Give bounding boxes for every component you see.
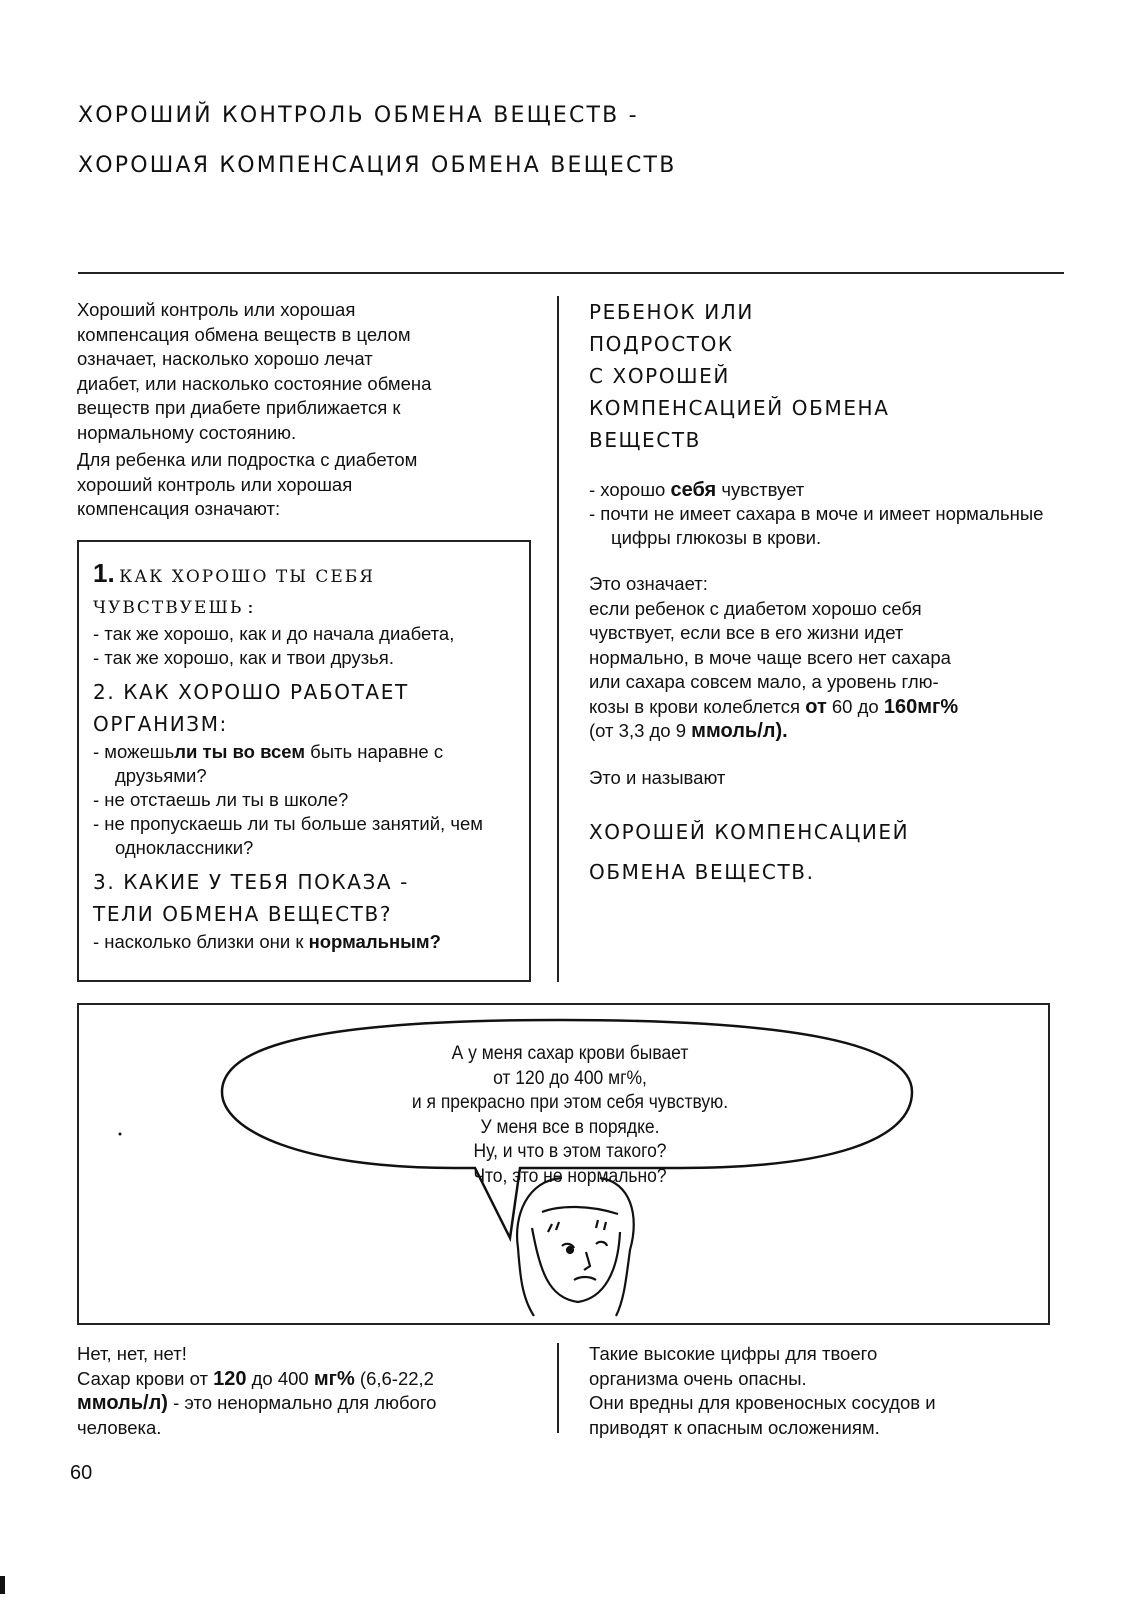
bottom-left-line-4: человека. [77,1416,162,1438]
intro-paragraph-2: Для ребенка или подростка с диабетом хороший контроль или хорошая компенсация означают: [77,449,418,519]
bottom-left-line-3: ммоль/л) - это ненормально для любого [77,1392,437,1414]
q2-item-3: - не пропускаешь ли ты больше занятий, чем одноклассники? [93,813,483,858]
page-title-line1: ХОРОШИЙ КОНТРОЛЬ ОБМЕНА ВЕЩЕСТВ - [78,103,639,128]
q2-title-1: 2. КАК ХОРОШО РАБОТАЕТ [93,680,409,704]
called-text: Это и называют [589,766,726,788]
right-heading-3: С ХОРОШЕЙ [589,364,730,388]
stray-dot [119,1133,122,1136]
bottom-left-line-2: Сахар крови от 120 до 400 мг% (6,6-22,2 [77,1367,434,1390]
speech-line-2: от 120 до 400 мг%, [493,1067,647,1089]
right-heading-2: ПОДРОСТОК [589,332,734,356]
q1-item-2: - так же хорошо, как и твои друзья. [93,647,394,668]
q1-item-1: - так же хорошо, как и до начала диабета, [93,623,455,644]
q3-item: - насколько близки они к нормальным? [93,931,441,952]
right-heading-5: ВЕЩЕСТВ [589,428,701,452]
q3-title-1: 3. КАКИЕ У ТЕБЯ ПОКАЗА - [93,870,409,894]
intro-paragraph: Хороший контроль или хорошая компенсация обмена веществ в целом означает, насколько хорошо лечат диабет, или насколько состояние обмена веществ при диабете приближается к нормальному состоянию. [77,299,432,443]
page-title-line2: ХОРОШАЯ КОМПЕНСАЦИЯ ОБМЕНА ВЕЩЕСТВ [78,153,677,178]
q1-title-2: ЧУВСТВУЕШЬ [93,598,244,618]
good-comp-1: ХОРОШЕЙ КОМПЕНСАЦИЕЙ [589,820,910,844]
q2-item-2: - не отстаешь ли ты в школе? [93,789,349,810]
bottom-divider [557,1343,559,1433]
speech-line-6: Что, это не нормально? [473,1165,667,1187]
right-item-2: - почти не имеет сахара в моче и имеет нормальные цифры глюкозы в крови. [589,503,1044,548]
speech-text [358,1042,781,1189]
right-item-1: - хорошо себя чувствует [589,479,805,501]
speech-line-1: А у меня сахар крови бывает [451,1043,689,1064]
scan-edge-mark [0,1576,5,1594]
q2-item-1: - можешьли ты во всем быть наравне с друзьями? [93,741,444,786]
q1-title-1: КАК ХОРОШО ТЫ СЕБЯ [119,567,375,587]
bottom-left-line-1: Нет, нет, нет! [77,1343,187,1364]
good-comp-2: ОБМЕНА ВЕЩЕСТВ. [589,860,815,884]
q1-number: 1. [93,558,115,588]
right-heading-4: КОМПЕНСАЦИЕЙ ОБМЕНА [589,396,890,420]
means-text: если ребенок с диабетом хорошо себя чувствует, если все в его жизни идет нормально, в моче чаще всего нет сахара или сахара совсем мало, а уровень глю- козы в крови колеблется от 60 до 160мг% (от 3,3 до 9 ммоль/л). [589,597,959,742]
speech-line-3: и я прекрасно при этом себя чувствую. [411,1092,729,1113]
right-heading-1: РЕБЕНОК ИЛИ [589,300,754,324]
q2-title-2: ОРГАНИЗМ: [93,712,228,736]
bottom-left-text [77,1342,547,1440]
q1-colon: : [247,600,254,617]
bottom-right-text: Такие высокие цифры для твоего организма очень опасны. Они вредны для кровеносных сосудов и приводят к опасным осложениям. [589,1343,936,1438]
girl-face-icon [517,1178,634,1316]
means-label: Это означает: [589,573,708,594]
speech-line-5: Ну, и что в этом такого? [473,1141,667,1162]
page-number: 60 [70,1462,93,1484]
q3-title-2: ТЕЛИ ОБМЕНА ВЕЩЕСТВ? [93,902,393,926]
speech-line-4: У меня все в порядке. [480,1116,660,1138]
